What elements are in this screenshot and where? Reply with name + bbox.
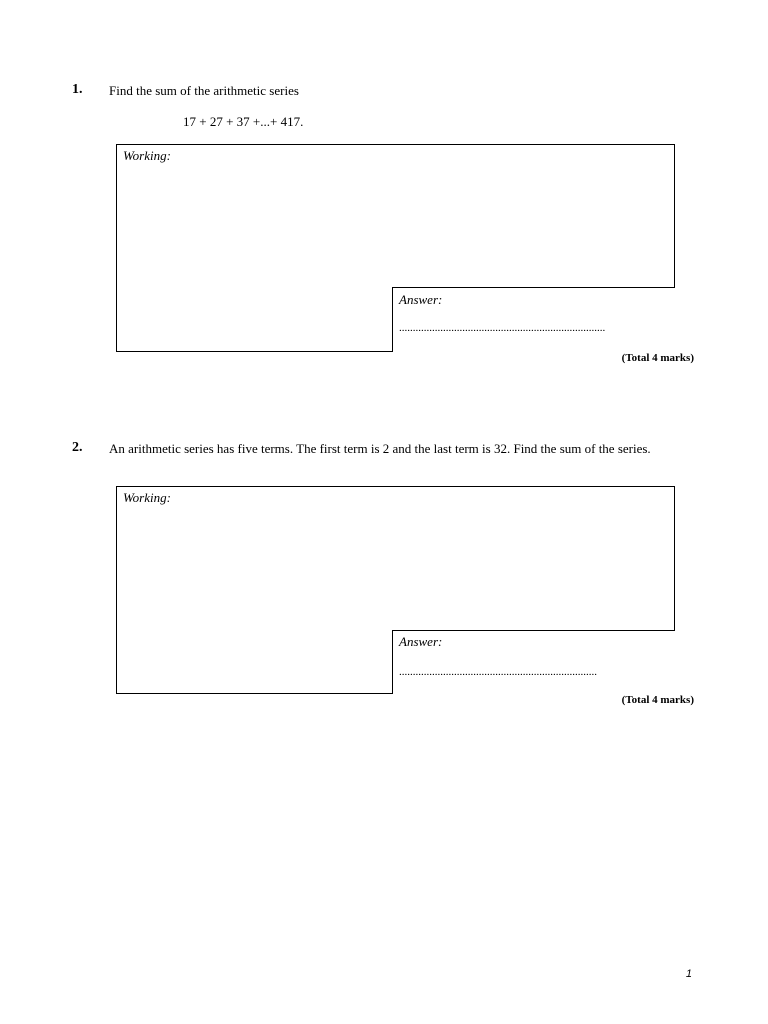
question-number: 2. [72, 440, 83, 455]
question-number: 1. [72, 82, 83, 97]
box-top-border [116, 486, 675, 487]
total-marks: (Total 4 marks) [621, 352, 694, 364]
answer-left-border [392, 287, 393, 352]
box-left-border [116, 486, 117, 694]
working-label: Working: [123, 148, 171, 163]
answer-top-border [392, 287, 675, 288]
answer-left-border [392, 630, 393, 694]
box-left-border [116, 144, 117, 352]
box-right-border [674, 486, 675, 631]
answer-field[interactable]: ........................................................................... [399, 322, 606, 334]
box-right-border [674, 144, 675, 288]
total-marks: (Total 4 marks) [621, 694, 694, 706]
question-text: An arithmetic series has five terms. The first term is 2 and the last term is 32. Find the sum of the series. [109, 441, 651, 456]
question-text: Find the sum of the arithmetic series [109, 83, 299, 98]
answer-top-border [392, 630, 675, 631]
answer-label: Answer: [399, 292, 443, 307]
box-top-border [116, 144, 675, 145]
box-bottom-border [116, 351, 393, 352]
box-bottom-border [116, 693, 393, 694]
page-number: 1 [685, 968, 692, 980]
question-formula: 17 + 27 + 37 +...+ 417. [183, 114, 304, 129]
working-label: Working: [123, 490, 171, 505]
answer-label: Answer: [399, 634, 443, 649]
answer-field[interactable]: ........................................................................ [399, 666, 597, 678]
